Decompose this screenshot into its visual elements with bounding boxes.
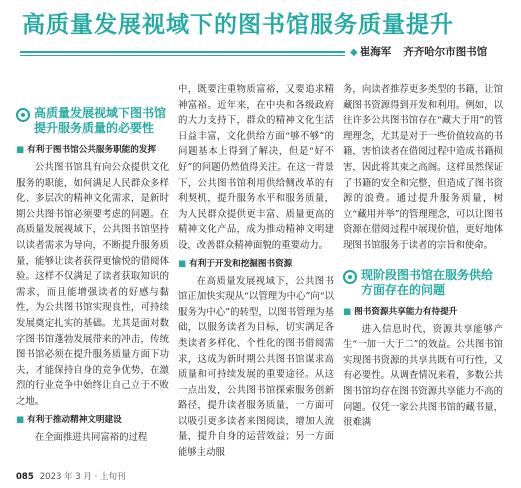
issue-info: 2023 年 3 月 · 上旬刊 <box>39 472 126 482</box>
subheading-text: 图书资源共享能力有待提升 <box>354 306 458 317</box>
author-affiliation: 齐齐哈尔市图书馆 <box>403 46 488 58</box>
section-title: 高质量发展视域下图书馆提升服务质量的必要性 <box>34 106 167 135</box>
section-target-icon <box>343 270 357 284</box>
subheading <box>178 258 334 271</box>
subheading <box>16 144 169 157</box>
paragraph: 公共图书馆具有向公众提供文化服务的职能，如何满足人民群众多样化、多层次的精神文化需求，是新时期公共图书馆必须要考虑的问题。在高质量发展视域下，公共图书馆坚持以读者需求为导向，不断提升服务质量，能够让读者获得更愉悦的借阅体验。这样不仅满足了读者获取知识的需求，而且能增强读者的好感与黏性，为公共图书馆实现良性，可持续发展奠定扎实的基础。尤其是面对数字图书馆蓬勃发展带来的冲击，传统图书馆必须在提升服务质量方面下功夫，才能保持自身的竞争优势，在激烈的行业竞争中始终让自己立于不败之地。 <box>16 162 169 407</box>
paragraph: 在全面推进共同富裕的过程 <box>34 431 148 443</box>
section-target-icon <box>16 108 30 122</box>
paragraph: 进入信息时代，资源共享能够产生“一加一大于二”的效益。公共图书馆实现图书资源的共享共既有可行性，又有必要性。从调查情况来看，多数公共图书馆均存在图书资源共享能力不高的问题。仅凭一家公共图书馆的藏书量，很难满 <box>343 323 503 429</box>
author-name: 崔海军 <box>359 46 392 58</box>
section-heading <box>16 106 169 136</box>
column-3 <box>343 82 503 431</box>
article-title: 高质量发展视域下的图书馆服务质量提升 <box>22 12 454 38</box>
byline <box>350 44 510 59</box>
subheading <box>16 414 169 427</box>
subheading <box>343 306 503 319</box>
byline-rule <box>20 51 345 53</box>
section-title: 现阶段图书馆在服务供给方面存在的问题 <box>361 267 494 297</box>
column-2 <box>178 82 334 461</box>
page-number: 085 <box>16 472 34 482</box>
paragraph: 在高质量发展视域下，公共图书馆正加快实现从“以管理为中心”向“以服务为中心”的转型，以图书管理为基础，以服务读者为目标，切实满足各类读者多样化、个性化的图书借阅需求，这成为新时期公共图书馆谋求高质量和可持续发展的重要途径。从这一点出发，公共图书馆探索服务创新路径，提升读者服务质量，一方面可以吸引更多读者来图阅读，增加人流量，提升自身的运营效益；另一方面能够主动服 <box>178 275 334 459</box>
subheading-text: 有利于图书馆公共服务职能的发挥 <box>27 145 157 155</box>
diamond-icon: ◆ <box>350 47 358 58</box>
paragraph: 务，向读者推荐更多类型的书籍，让馆藏图书资源得到开发和利用。例如，以往许多公共图书馆存在“藏大于用”的管理理念，尤其是对于一些价值较高的书籍，害怕读者在借阅过程中造成书籍损害，因此将其束之高阁。这样虽然保证了书籍的安全和完整，但造成了图书资源的浪费。通过提升服务质量，树立“藏用并举”的管理理念，可以让图书资源在借阅过程中展现价值，更好地体现图书馆服务于读者的宗旨和使命。 <box>343 84 503 251</box>
square-bullet-icon: ■ <box>16 145 25 155</box>
square-bullet-icon: ■ <box>343 306 352 317</box>
subheading-text: 有利于开发和挖掘图书资源 <box>189 258 293 269</box>
page-footer <box>16 470 126 482</box>
section-heading <box>343 268 503 298</box>
square-bullet-icon: ■ <box>16 414 25 425</box>
subheading-text: 有利于推动精神文明建设 <box>27 414 122 425</box>
paragraph: 中，既要注重物质富裕，又要追求精神富裕。近年来，在中央和各级政府的大力支持下，群众的精神文化生活日益丰富，文化供给方面“够不够”的问题基本上得到了解决，但是“好不好”的问题仍然值得关注。在这一背景下，公共图书馆利用供给侧改革的有利契机，提升服务水平和服务质量，为人民群众提供更丰富、质量更高的精神文化产品，成为推动精神文明建设，改善群众精神面貌的重要动力。 <box>178 84 334 251</box>
square-bullet-icon: ■ <box>178 258 187 269</box>
column-1 <box>16 104 169 445</box>
